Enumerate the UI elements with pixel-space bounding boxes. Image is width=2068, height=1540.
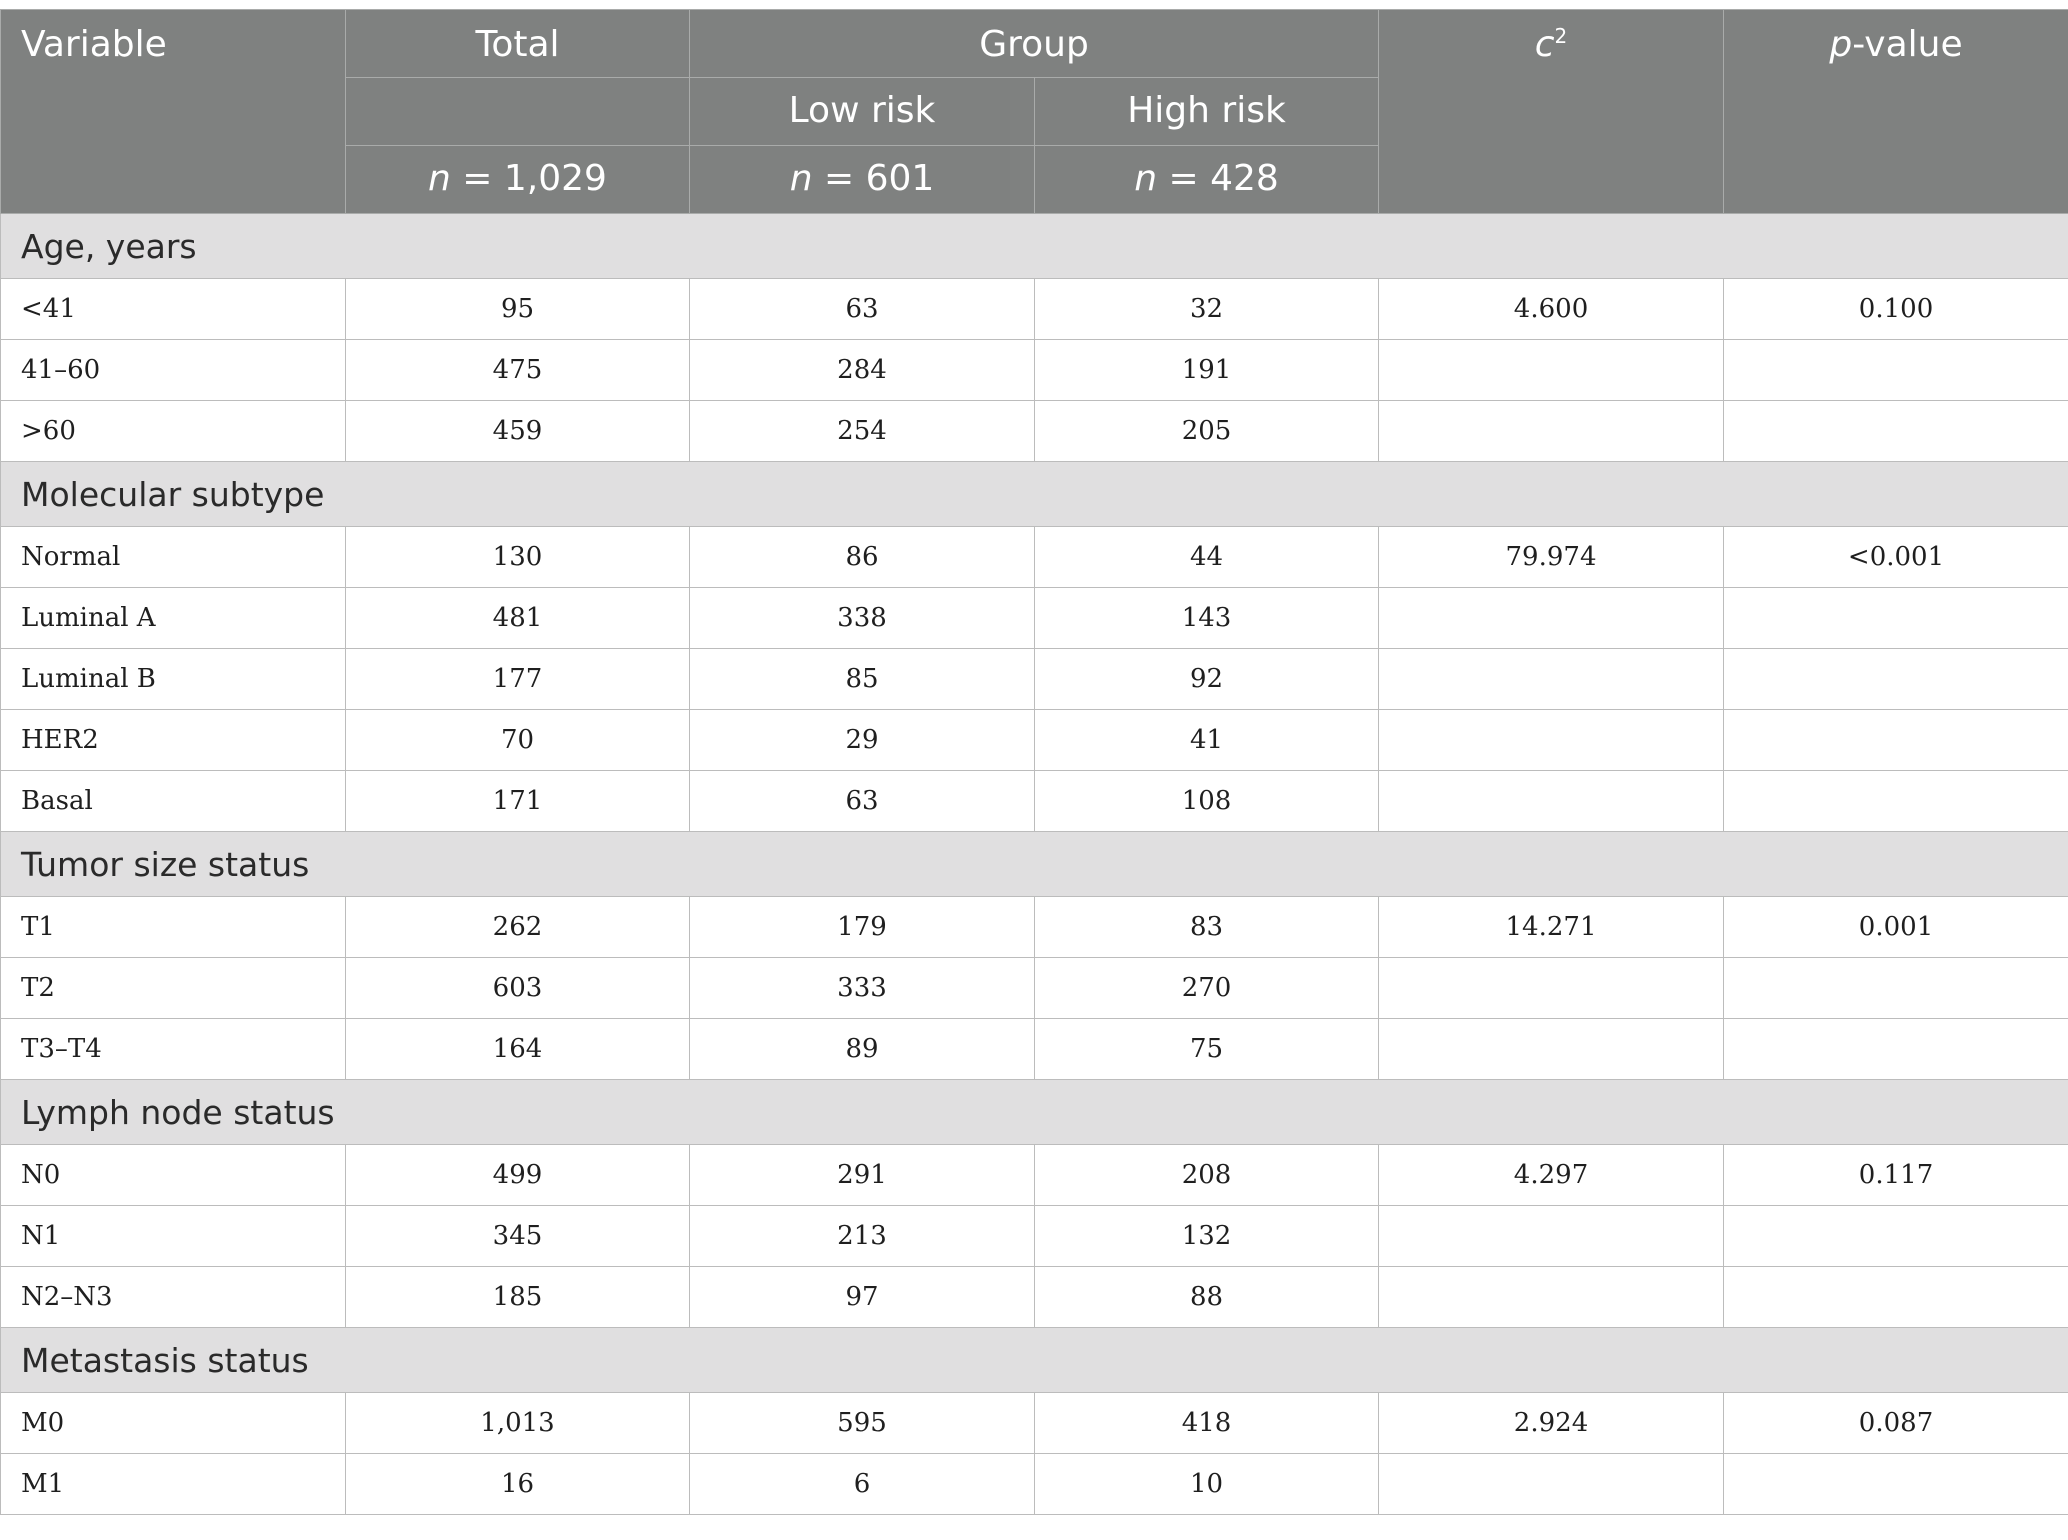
chi-square-cell: 4.297 — [1379, 1145, 1724, 1206]
section-title: Age, years — [1, 214, 2068, 279]
table-body — [1, 214, 2068, 1515]
low-risk-cell: 284 — [690, 340, 1035, 401]
chi-square-cell — [1379, 1019, 1724, 1080]
p-value-cell: 0.001 — [1724, 897, 2068, 958]
header-group: Group — [690, 10, 1379, 78]
high-risk-cell: 83 — [1035, 897, 1379, 958]
section-row-metastasis — [1, 1328, 2068, 1393]
p-rest: -value — [1852, 24, 1963, 65]
chi-square-cell — [1379, 1267, 1724, 1328]
total-cell: 459 — [346, 401, 690, 462]
total-cell: 171 — [346, 771, 690, 832]
variable-cell: <41 — [1, 279, 346, 340]
variable-cell: T1 — [1, 897, 346, 958]
low-n-value: = 601 — [823, 158, 935, 199]
high-risk-cell: 32 — [1035, 279, 1379, 340]
low-risk-cell: 63 — [690, 279, 1035, 340]
chi-square-cell — [1379, 1454, 1724, 1515]
total-n-value: = 1,029 — [462, 158, 607, 199]
variable-cell: HER2 — [1, 710, 346, 771]
p-value-cell — [1724, 958, 2068, 1019]
header-total: Total — [346, 10, 690, 78]
table-row — [1, 1206, 2068, 1267]
p-value-cell: 0.117 — [1724, 1145, 2068, 1206]
low-risk-cell: 179 — [690, 897, 1035, 958]
total-cell: 16 — [346, 1454, 690, 1515]
total-cell: 185 — [346, 1267, 690, 1328]
low-risk-cell: 86 — [690, 527, 1035, 588]
high-risk-cell: 143 — [1035, 588, 1379, 649]
high-n-value: = 428 — [1168, 158, 1279, 199]
variable-cell: M1 — [1, 1454, 346, 1515]
header-row-1 — [1, 10, 2068, 78]
n-symbol: n — [1134, 158, 1158, 199]
p-value-cell — [1724, 1454, 2068, 1515]
p-italic: p — [1829, 24, 1853, 65]
section-row-lymph — [1, 1080, 2068, 1145]
low-risk-cell: 97 — [690, 1267, 1035, 1328]
low-risk-cell: 333 — [690, 958, 1035, 1019]
low-risk-cell: 213 — [690, 1206, 1035, 1267]
table-row — [1, 588, 2068, 649]
table-row — [1, 710, 2068, 771]
high-risk-cell: 132 — [1035, 1206, 1379, 1267]
p-value-cell — [1724, 1019, 2068, 1080]
chi-square-cell — [1379, 588, 1724, 649]
variable-cell: T2 — [1, 958, 346, 1019]
chi-square-cell — [1379, 649, 1724, 710]
p-value-cell: 0.087 — [1724, 1393, 2068, 1454]
chi-square-cell — [1379, 401, 1724, 462]
low-risk-cell: 338 — [690, 588, 1035, 649]
n-symbol: n — [789, 158, 813, 199]
variable-cell: Basal — [1, 771, 346, 832]
chi-square-cell: 4.600 — [1379, 279, 1724, 340]
low-risk-cell: 29 — [690, 710, 1035, 771]
high-risk-cell: 41 — [1035, 710, 1379, 771]
high-risk-cell: 208 — [1035, 1145, 1379, 1206]
high-risk-cell: 205 — [1035, 401, 1379, 462]
table-row — [1, 1019, 2068, 1080]
low-risk-cell: 89 — [690, 1019, 1035, 1080]
total-cell: 481 — [346, 588, 690, 649]
table-row — [1, 527, 2068, 588]
table-row — [1, 958, 2068, 1019]
table-row — [1, 649, 2068, 710]
chi-square-cell: 14.271 — [1379, 897, 1724, 958]
table-row — [1, 1454, 2068, 1515]
table-row — [1, 1267, 2068, 1328]
chi-square-cell: 2.924 — [1379, 1393, 1724, 1454]
table-row — [1, 1145, 2068, 1206]
header-variable: Variable — [1, 10, 346, 214]
header-p-value — [1724, 10, 2068, 214]
total-cell: 262 — [346, 897, 690, 958]
p-value-cell — [1724, 649, 2068, 710]
p-value-cell — [1724, 771, 2068, 832]
section-title: Lymph node status — [1, 1080, 2068, 1145]
section-row-molecular — [1, 462, 2068, 527]
table-row — [1, 401, 2068, 462]
header-total-spacer — [346, 78, 690, 146]
variable-cell: M0 — [1, 1393, 346, 1454]
variable-cell: Luminal A — [1, 588, 346, 649]
low-risk-cell: 291 — [690, 1145, 1035, 1206]
total-cell: 345 — [346, 1206, 690, 1267]
high-risk-cell: 75 — [1035, 1019, 1379, 1080]
total-cell: 164 — [346, 1019, 690, 1080]
variable-cell: Normal — [1, 527, 346, 588]
total-cell: 95 — [346, 279, 690, 340]
low-risk-cell: 85 — [690, 649, 1035, 710]
header-total-n — [346, 146, 690, 214]
table-header — [1, 10, 2068, 214]
n-symbol: n — [428, 158, 451, 199]
section-title: Metastasis status — [1, 1328, 2068, 1393]
header-high-risk: High risk — [1035, 78, 1379, 146]
chi-square-cell — [1379, 1206, 1724, 1267]
header-low-n — [690, 146, 1035, 214]
p-value-cell — [1724, 401, 2068, 462]
chi-square-cell — [1379, 340, 1724, 401]
p-value-cell — [1724, 340, 2068, 401]
chi-square-cell — [1379, 710, 1724, 771]
p-value-cell — [1724, 1206, 2068, 1267]
header-high-n — [1035, 146, 1379, 214]
header-low-risk: Low risk — [690, 78, 1035, 146]
total-cell: 130 — [346, 527, 690, 588]
chi-square-cell — [1379, 958, 1724, 1019]
clinical-characteristics-table — [0, 9, 2068, 1515]
high-risk-cell: 44 — [1035, 527, 1379, 588]
high-risk-cell: 108 — [1035, 771, 1379, 832]
chi-square-cell: 79.974 — [1379, 527, 1724, 588]
table-row — [1, 1393, 2068, 1454]
total-cell: 70 — [346, 710, 690, 771]
table-row — [1, 279, 2068, 340]
variable-cell: Luminal B — [1, 649, 346, 710]
total-cell: 177 — [346, 649, 690, 710]
p-value-cell — [1724, 1267, 2068, 1328]
clinical-characteristics-table-container — [0, 9, 2068, 1515]
table-row — [1, 897, 2068, 958]
low-risk-cell: 6 — [690, 1454, 1035, 1515]
total-cell: 475 — [346, 340, 690, 401]
high-risk-cell: 191 — [1035, 340, 1379, 401]
high-risk-cell: 10 — [1035, 1454, 1379, 1515]
low-risk-cell: 63 — [690, 771, 1035, 832]
section-title: Molecular subtype — [1, 462, 2068, 527]
total-cell: 603 — [346, 958, 690, 1019]
p-value-cell: <0.001 — [1724, 527, 2068, 588]
table-row — [1, 771, 2068, 832]
section-row-age — [1, 214, 2068, 279]
variable-cell: >60 — [1, 401, 346, 462]
section-title: Tumor size status — [1, 832, 2068, 897]
header-chi-square — [1379, 10, 1724, 214]
variable-cell: N1 — [1, 1206, 346, 1267]
variable-cell: 41–60 — [1, 340, 346, 401]
table-row — [1, 340, 2068, 401]
variable-cell: T3–T4 — [1, 1019, 346, 1080]
p-value-cell: 0.100 — [1724, 279, 2068, 340]
high-risk-cell: 92 — [1035, 649, 1379, 710]
chi-exponent: 2 — [1554, 24, 1568, 48]
total-cell: 1,013 — [346, 1393, 690, 1454]
chi-symbol: c — [1534, 24, 1555, 65]
chi-square-cell — [1379, 771, 1724, 832]
low-risk-cell: 595 — [690, 1393, 1035, 1454]
high-risk-cell: 270 — [1035, 958, 1379, 1019]
high-risk-cell: 418 — [1035, 1393, 1379, 1454]
high-risk-cell: 88 — [1035, 1267, 1379, 1328]
variable-cell: N2–N3 — [1, 1267, 346, 1328]
variable-cell: N0 — [1, 1145, 346, 1206]
section-row-tumor — [1, 832, 2068, 897]
total-cell: 499 — [346, 1145, 690, 1206]
p-value-cell — [1724, 588, 2068, 649]
p-value-cell — [1724, 710, 2068, 771]
low-risk-cell: 254 — [690, 401, 1035, 462]
